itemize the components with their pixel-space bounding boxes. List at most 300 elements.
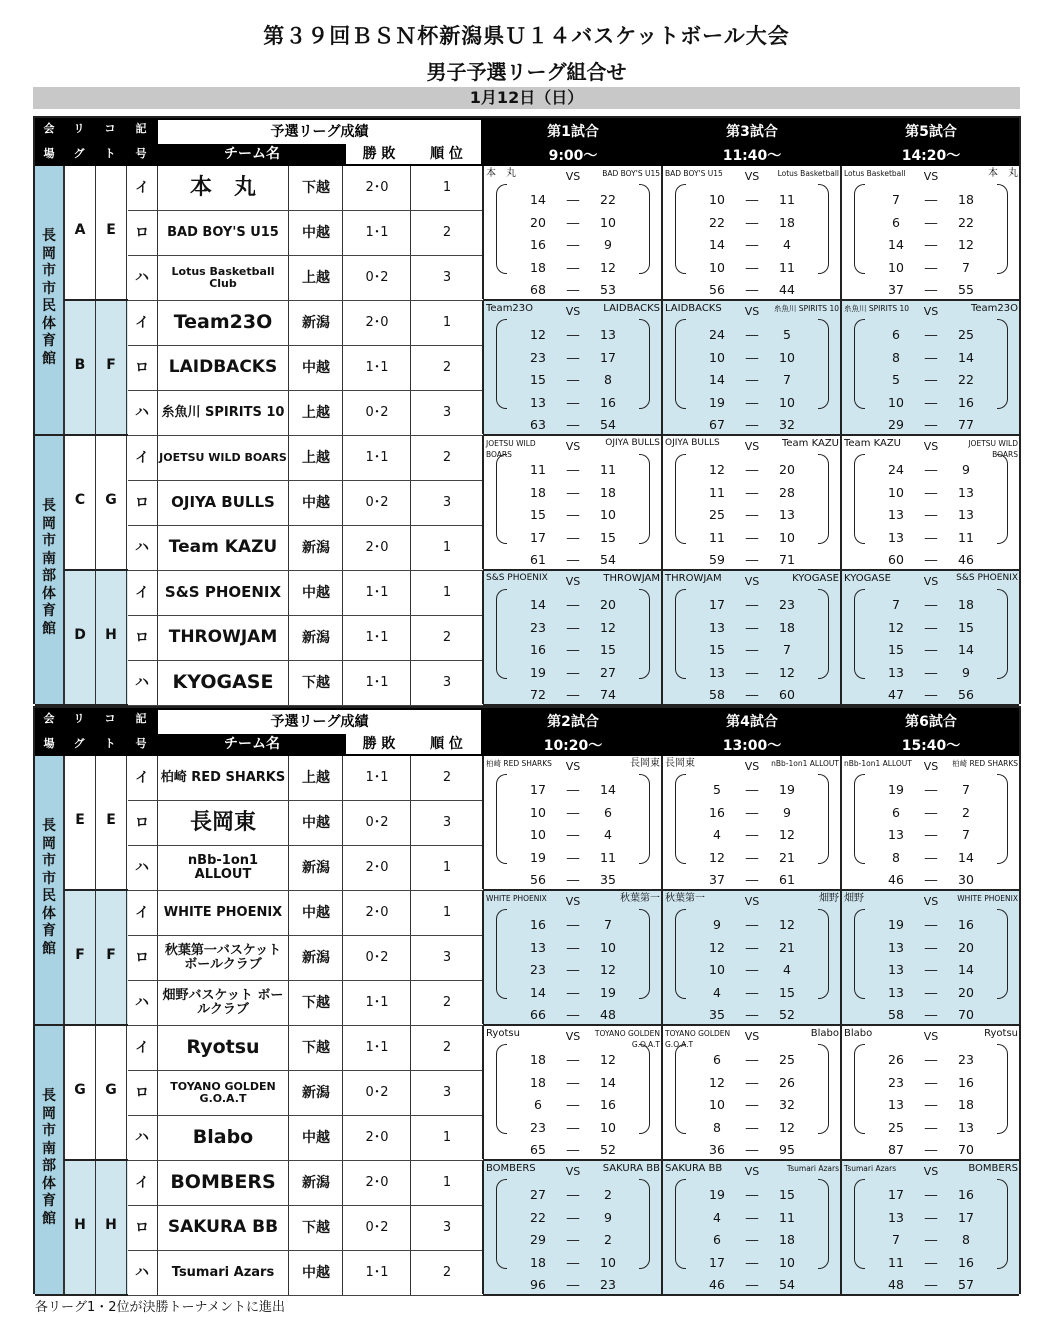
bracket-right [818,909,829,999]
row-divider-b [288,846,289,890]
col-divider-2 [126,891,127,1024]
row-divider-b [288,256,289,300]
away-team: 糸魚川 SPIRITS 10 [773,304,839,313]
bracket-right [639,1044,650,1134]
row-divider-b [288,526,289,570]
dash: ― [924,642,938,657]
home-score: 8 [713,1119,721,1135]
away-score: 9 [604,237,612,252]
away-score: 77 [958,417,974,432]
team-name: THROWJAM [168,627,278,648]
away-score: 10 [600,1119,616,1135]
bracket-left [675,454,686,544]
home-score: 10 [530,827,546,842]
team-row [128,1206,483,1251]
dash: ― [745,417,759,432]
dash: ― [924,1119,938,1135]
dash: ― [924,372,938,387]
game-label-0: 第1試合 [547,124,599,140]
team-rank: 2 [442,360,452,375]
venue-char: 市 [42,263,56,279]
venue-char: 育 [42,1193,56,1209]
row-divider-b [288,801,289,845]
dash: ― [566,687,580,702]
away-score: 18 [958,192,974,207]
home-score: 23 [530,962,546,977]
home-score: 10 [709,1097,725,1112]
row-divider-c [342,301,343,345]
row-divider-d [410,436,411,480]
dash: ― [566,917,580,932]
row-divider-c [342,256,343,300]
game-divider-1 [661,1026,663,1159]
venue-char: 長 [42,1088,56,1104]
bracket-left [496,909,507,999]
venue-char: 館 [42,620,56,637]
team-rank: 1 [442,860,452,875]
away-score: 70 [958,1142,974,1157]
venue-name-text [35,1088,63,1228]
dash: ― [566,597,580,612]
row-divider-b [288,1161,289,1205]
away-score: 19 [600,984,616,1000]
dash: ― [745,597,759,612]
team-row [128,1071,483,1116]
dash: ― [745,1052,759,1067]
away-score: 30 [958,872,974,887]
venue-char: 市 [42,533,56,549]
venue-name-text [35,498,63,638]
win-loss-header: 勝 敗 [362,146,396,162]
team-name: Ryotsu [186,1036,260,1059]
dash: ― [745,619,759,635]
venue-char: 岡 [42,515,56,532]
away-score: 11 [600,849,616,865]
away-score: 20 [958,939,974,955]
team-row [128,1116,483,1161]
home-score: 4 [713,827,721,842]
home-score: 10 [888,484,904,500]
home-score: 13 [888,984,904,1000]
game-panel [484,1161,662,1294]
page-subtitle: 男子予選リーグ組合せ [426,60,627,84]
home-score: 12 [709,462,725,477]
away-score: 95 [779,1142,795,1157]
home-score: 9 [713,917,721,932]
away-score: 11 [958,529,974,545]
team-region: 中越 [302,1130,330,1146]
away-score: 12 [779,664,795,680]
team-mark: ロ [135,815,149,831]
away-score: 22 [958,214,974,230]
row-divider-b [288,891,289,935]
team-mark: ロ [135,950,149,966]
home-team: 本 丸 [486,168,516,179]
team-rank: 3 [442,495,452,510]
dash: ― [566,664,580,680]
game-panel [484,301,662,434]
bracket-left [854,589,865,679]
home-score: 25 [709,507,725,522]
dash: ― [924,939,938,955]
away-score: 12 [779,827,795,842]
page-title: 第３９回ＢＳＮ杯新潟県Ｕ１４バスケットボール大会 [263,24,790,48]
game-panel [484,571,662,704]
col-divider-2 [126,166,127,299]
dash: ― [566,259,580,275]
row-divider-d [410,891,411,935]
home-score: 72 [530,687,546,702]
bracket-left [675,909,686,999]
team-win-loss: 2･0 [365,1175,389,1190]
home-score: 37 [888,282,904,297]
col-divider-2 [126,436,127,569]
home-team: Blabo [844,1028,873,1039]
game-time-1: 11:40〜 [722,148,782,164]
venue-char: 南 [42,1140,56,1157]
court-letter: F [106,947,116,963]
away-score: 4 [604,827,612,842]
bracket-right [997,909,1008,999]
team-rank: 1 [442,905,452,920]
away-score: 16 [600,394,616,410]
away-score: 15 [779,1187,795,1202]
team-rank: 2 [442,450,452,465]
home-score: 14 [530,984,546,1000]
team-win-loss: 0･2 [365,950,389,965]
bracket-right [639,184,650,274]
col-divider-0 [64,1026,65,1159]
away-score: 10 [779,394,795,410]
away-score: 2 [604,1187,612,1202]
venue-char: 体 [42,585,56,602]
win-loss-header: 勝 敗 [362,736,396,752]
vs-label: VS [744,760,760,773]
game-label-1: 第4試合 [726,714,778,730]
venue-name [35,436,64,704]
team-rank: 1 [442,315,452,330]
team-win-loss: 2･0 [365,540,389,555]
home-score: 14 [709,237,725,252]
row-divider-c [342,661,343,705]
home-score: 14 [709,372,725,387]
home-score: 13 [888,962,904,977]
away-score: 12 [600,259,616,275]
row-divider-c [342,571,343,615]
away-score: 25 [958,327,974,342]
away-score: 14 [600,782,616,797]
team-region: 上越 [302,450,330,466]
home-team: 長岡東 [665,758,695,769]
team-win-loss: 2･0 [365,905,389,920]
vs-label: VS [923,1030,939,1043]
team-row [128,391,483,436]
bracket-left [675,774,686,864]
away-score: 61 [779,872,795,887]
dash: ― [924,804,938,820]
venue-char: 育 [42,603,56,619]
home-score: 19 [530,849,546,865]
bracket-right [639,909,650,999]
dash: ― [924,984,938,1000]
team-row [128,801,483,846]
home-score: 4 [713,1209,721,1225]
col-divider-1 [95,756,96,889]
section-1 [33,706,1021,1294]
dash: ― [924,1142,938,1157]
dash: ― [924,394,938,410]
row-divider-d [410,1071,411,1115]
dash: ― [924,1254,938,1270]
header-col-3-bottom: 号 [135,147,147,160]
home-score: 27 [530,1187,546,1202]
away-score: 15 [779,984,795,1000]
venue-char: 市 [42,1123,56,1139]
team-region: 新潟 [302,1085,330,1101]
bracket-left [496,319,507,409]
away-score: 16 [958,1254,974,1270]
dash: ― [566,1277,580,1292]
dash: ― [924,849,938,865]
team-name: Team23O [173,311,273,334]
home-score: 15 [530,372,546,387]
home-score: 5 [713,782,721,797]
bracket-left [496,589,507,679]
team-region: 新潟 [302,315,330,331]
home-score: 14 [888,237,904,252]
home-score: 15 [888,642,904,657]
home-team: Tsumari Azars [844,1164,897,1173]
team-rank: 1 [442,585,452,600]
away-score: 18 [958,597,974,612]
team-name-header: チーム名 [158,734,346,754]
team-region: 新潟 [302,860,330,876]
home-team: nBb-1on1 ALLOUT [844,759,912,768]
dash: ― [566,1007,580,1022]
away-score: 7 [604,917,612,932]
game-panel [842,166,1020,299]
col-divider-1 [95,436,96,569]
dash: ― [745,1142,759,1157]
team-name: KYOGASE [172,671,274,694]
dash: ― [745,192,759,207]
dash: ― [924,484,938,500]
home-score: 10 [709,349,725,365]
dash: ― [745,687,759,702]
vs-label: VS [744,305,760,318]
game-divider-1 [661,1161,663,1294]
row-divider-d [410,256,411,300]
team-mark: ハ [135,540,149,556]
home-score: 96 [530,1277,546,1292]
team-row [128,846,483,891]
row-divider-d [410,211,411,255]
home-score: 48 [888,1277,904,1292]
team-rank: 1 [442,540,452,555]
team-row [128,756,483,801]
dash: ― [566,1119,580,1135]
team-row [128,481,483,526]
game-divider-2 [840,756,842,889]
home-score: 10 [888,259,904,275]
row-divider-d [410,301,411,345]
dash: ― [745,804,759,820]
team-win-loss: 2･0 [365,180,389,195]
home-score: 87 [888,1142,904,1157]
away-score: 10 [600,214,616,230]
row-divider-d [410,1251,411,1295]
vs-label: VS [565,760,581,773]
dash: ― [566,327,580,342]
away-score: 4 [783,237,791,252]
away-score: 55 [958,282,974,297]
vs-label: VS [744,1165,760,1178]
home-score: 25 [888,1119,904,1135]
game-divider-2 [840,301,842,434]
away-team: KYOGASE [792,573,839,584]
venue-char: 長 [42,498,56,514]
venue-char: 部 [42,568,56,584]
header-col-2-top: コ [104,122,116,135]
dash: ― [566,984,580,1000]
home-score: 18 [530,1074,546,1090]
home-team: OJIYA BULLS [665,438,720,448]
home-score: 23 [888,1074,904,1090]
team-name: Tsumari Azars [171,1265,275,1281]
home-score: 19 [888,917,904,932]
game-time-2: 15:40〜 [901,738,961,754]
game-label-1: 第3試合 [726,124,778,140]
team-mark: イ [135,450,149,466]
row-divider-d [410,936,411,980]
away-score: 18 [779,619,795,635]
home-score: 24 [709,327,725,342]
team-name: BAD BOY'S U15 [167,225,279,241]
row-divider-c [342,481,343,525]
team-region: 下越 [302,1220,330,1236]
league-B [35,301,1019,436]
row-divider-b [288,661,289,705]
section-0 [33,116,1021,704]
team-rank: 3 [442,950,452,965]
venue-name-text [35,818,63,958]
away-score: 60 [779,687,795,702]
row-divider-d [410,801,411,845]
away-score: 8 [962,1232,970,1247]
court-letter: E [106,222,116,238]
away-score: 52 [600,1142,616,1157]
dash: ― [924,872,938,887]
team-region: 中越 [302,360,330,376]
league-letter: H [74,1217,86,1233]
team-row [128,346,483,391]
dash: ― [745,1254,759,1270]
game-divider-0 [482,891,484,1024]
home-score: 17 [530,782,546,797]
home-score: 6 [892,214,900,230]
vs-label: VS [923,1165,939,1178]
game-time-0: 10:20〜 [543,738,603,754]
home-team: 秋葉第一 [665,893,705,904]
dash: ― [745,849,759,865]
game-divider-0 [482,1026,484,1159]
team-win-loss: 2･0 [365,860,389,875]
dash: ― [566,1074,580,1090]
league-A [35,166,1019,301]
court-letter: H [105,627,117,643]
team-row [128,1251,483,1296]
game-time-0: 9:00〜 [548,148,598,164]
away-score: 13 [958,1119,974,1135]
game-panel [842,1161,1020,1294]
team-name: SAKURA BB [167,1217,279,1238]
venue-char: 南 [42,550,56,567]
bracket-left [854,909,865,999]
league-letter: B [74,357,86,373]
footer-note: 各リーグ1・2位が決勝トーナメントに進出 [35,1300,286,1315]
dash: ― [745,962,759,977]
away-score: 12 [779,1119,795,1135]
dash: ― [745,1187,759,1202]
team-mark: イ [135,585,149,601]
row-divider-b [288,1116,289,1160]
home-team: KYOGASE [844,573,891,584]
dash: ― [924,1097,938,1112]
header-col-1-top: リ [73,712,85,725]
home-score: 12 [709,849,725,865]
dash: ― [566,1232,580,1247]
away-score: 10 [600,507,616,522]
team-win-loss: 0･2 [365,1085,389,1100]
dash: ― [745,529,759,545]
game-panel [842,436,1020,569]
dash: ― [566,804,580,820]
home-score: 47 [888,687,904,702]
venue-char: 市 [42,280,56,297]
team-name: LAIDBACKS [168,357,278,378]
col-divider-1 [95,571,96,704]
bracket-right [818,1179,829,1269]
game-label-2: 第6試合 [905,714,957,730]
court-letter: G [105,492,117,508]
team-rank: 3 [442,1220,452,1235]
bracket-right [639,454,650,544]
col-divider-0 [64,756,65,889]
dash: ― [924,192,938,207]
away-score: 26 [779,1074,795,1090]
bracket-left [854,1179,865,1269]
away-score: 12 [779,917,795,932]
away-score: 18 [779,214,795,230]
team-win-loss: 1･1 [365,585,389,600]
dash: ― [566,417,580,432]
game-panel [663,1026,841,1159]
game-divider-2 [840,1161,842,1294]
away-team: 長岡東 [630,758,660,769]
header-col-2-bottom: ト [104,147,116,160]
away-team: Team23O [970,303,1018,314]
venue-char: 館 [42,940,56,957]
away-score: 14 [958,962,974,977]
away-score: 74 [600,687,616,702]
team-name: 畑野バスケット ボールクラブ [162,988,284,1017]
dash: ― [566,1097,580,1112]
team-rank: 3 [442,405,452,420]
home-score: 12 [709,1074,725,1090]
col-divider-0 [64,1161,65,1294]
col-divider-1 [95,1026,96,1159]
vs-label: VS [565,440,581,453]
